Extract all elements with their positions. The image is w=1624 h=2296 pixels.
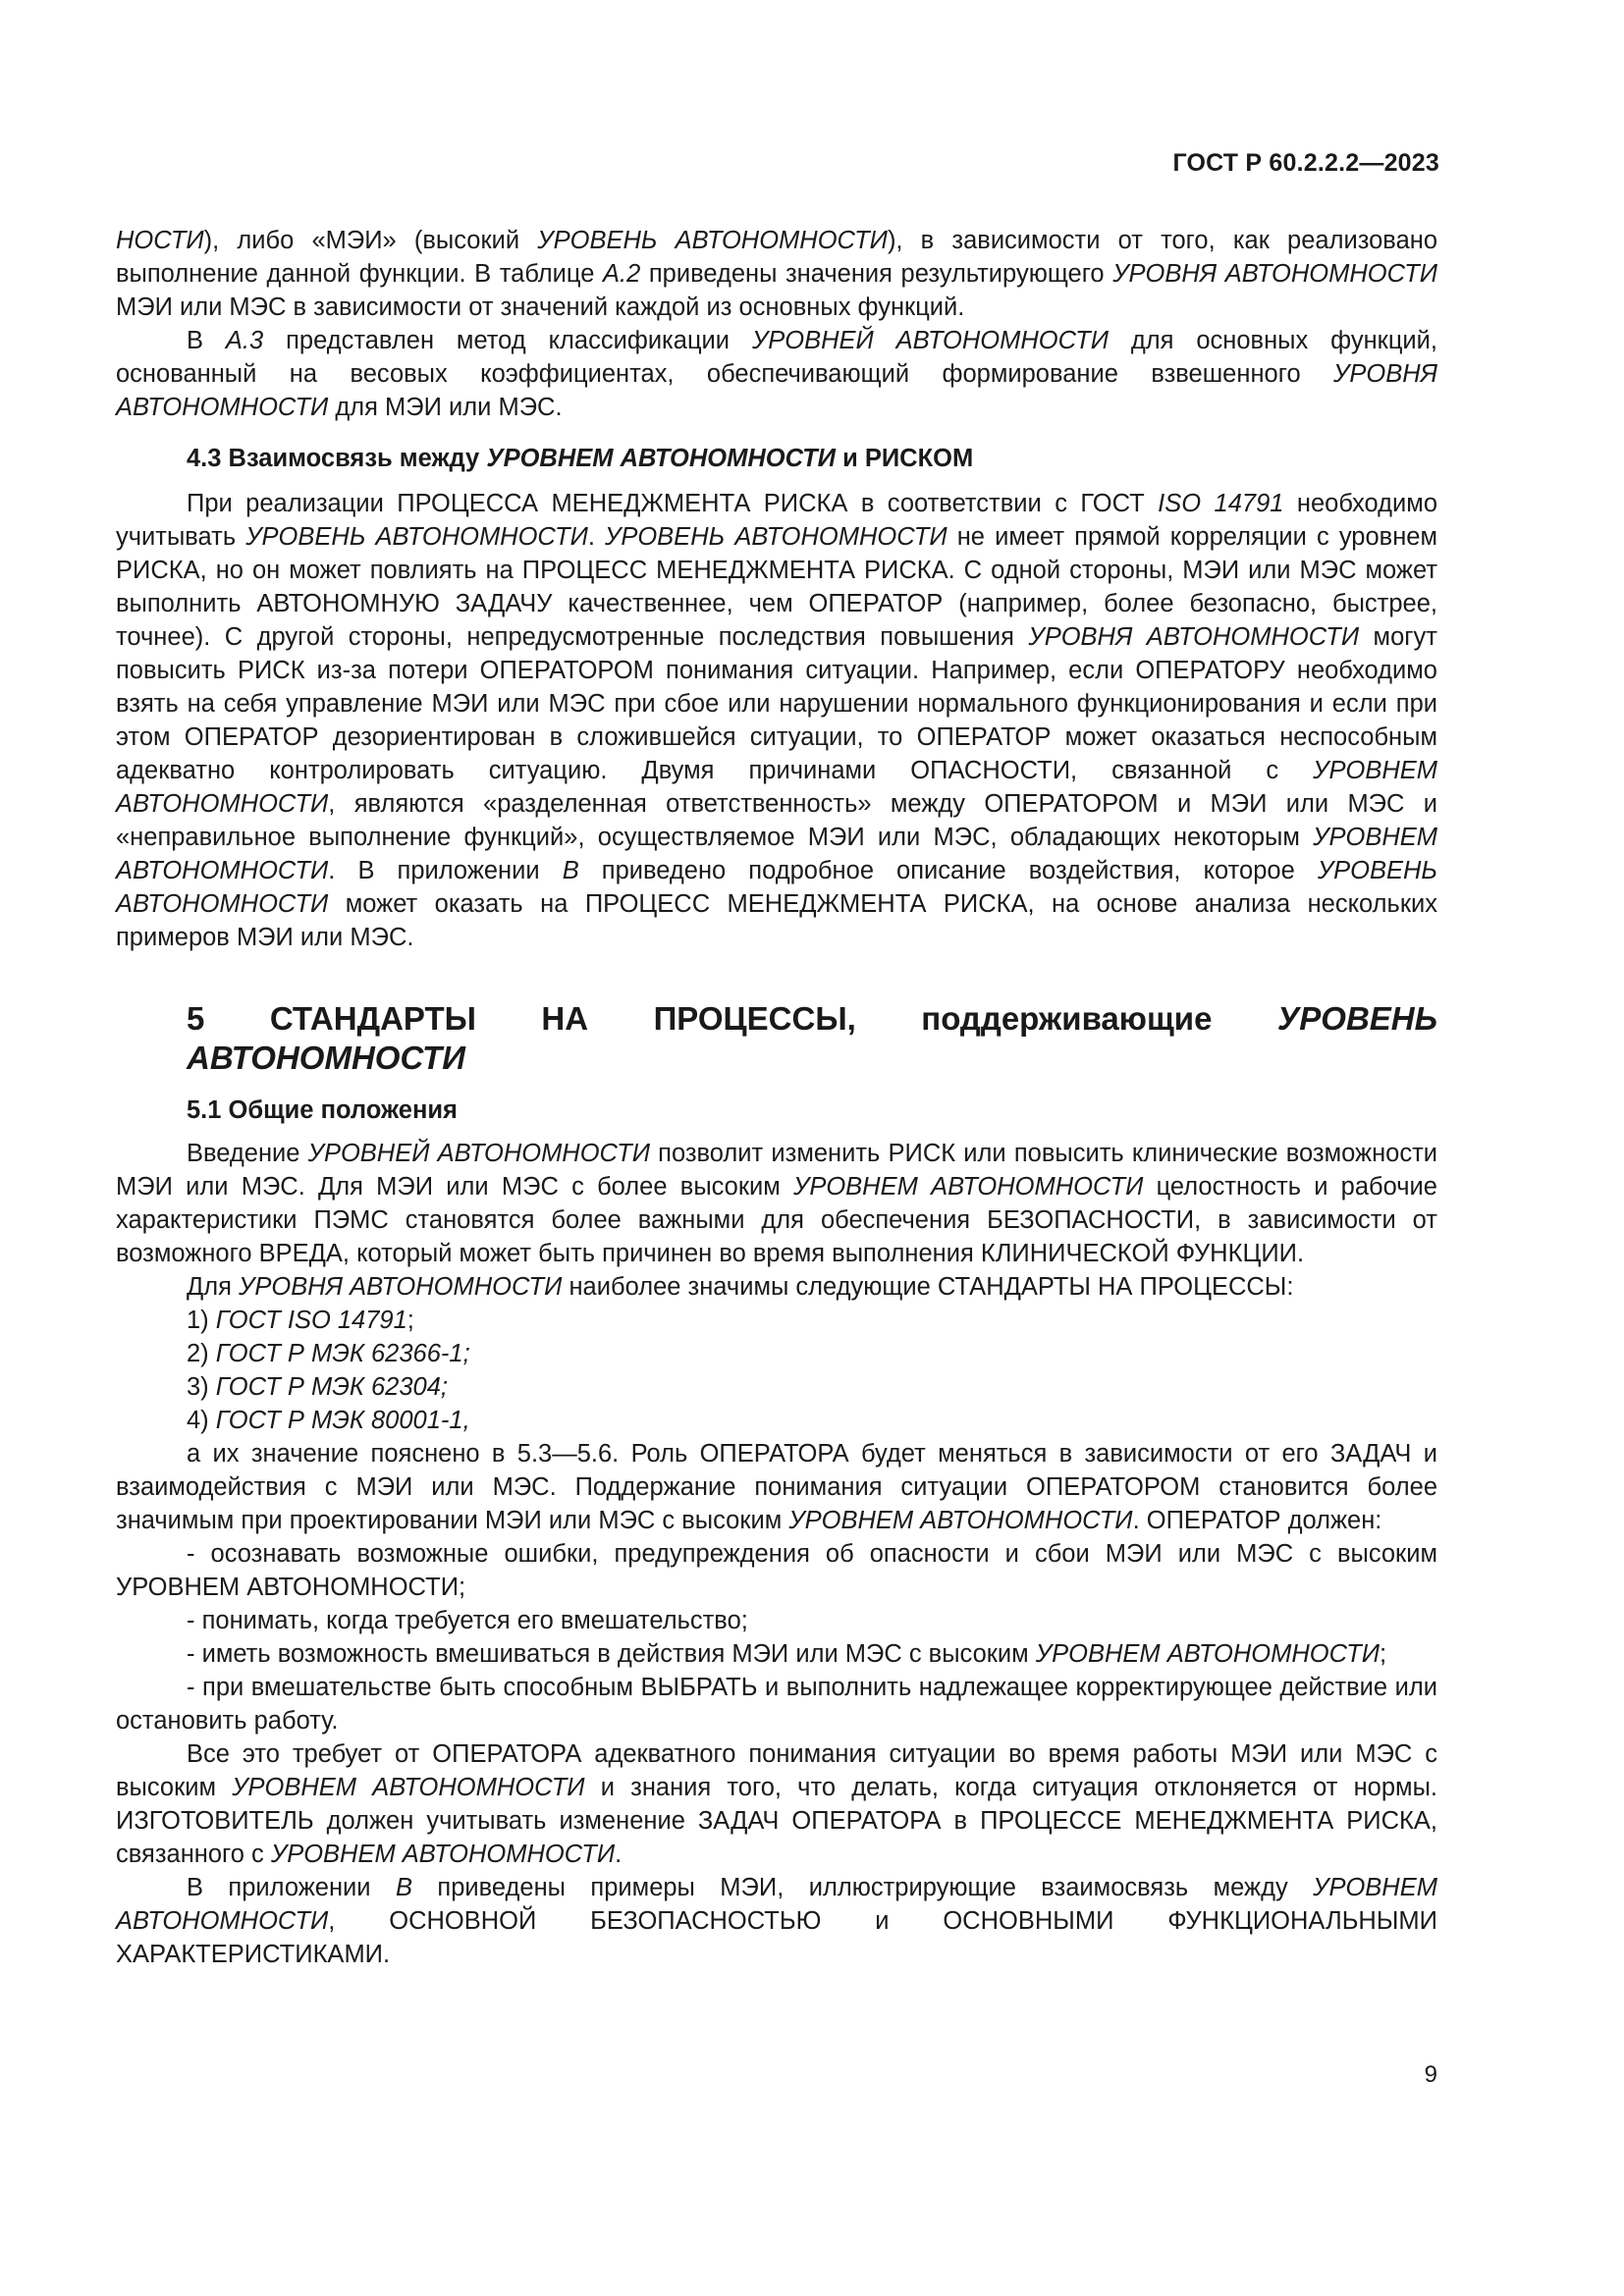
dash-item: - осознавать возможные ошибки, предупреждения об опасности и сбои МЭИ или МЭС с высоким УРОВНЕМ АВТОНОМНОСТИ;	[116, 1540, 1437, 1601]
page-number: 9	[1424, 2061, 1437, 2088]
paragraph-7: Все это требует от ОПЕРАТОРА адекватного понимания ситуации во время работы МЭИ или МЭС с высоким УРОВНЕМ АВТОНОМНОСТИ и знания того, что делать, когда ситуация отклоняется от нормы. ИЗГОТОВИТЕЛЬ должен учитывать изменение ЗАДАЧ ОПЕРАТОРА в ПРОЦЕССЕ МЕНЕДЖМЕНТА РИСКА, связанного с УРОВНЕМ АВТОНОМНОСТИ.	[116, 1740, 1437, 1868]
paragraph-2: В А.3 представлен метод классификации УРОВНЕЙ АВТОНОМНОСТИ для основных функций, основанный на весовых коэффициентах, обеспечивающий формирование взвешенного УРОВНЯ АВТОНОМНОСТИ для МЭИ или МЭС.	[116, 327, 1438, 421]
list-item: 1) ГОСТ ISO 14791;	[187, 1307, 414, 1334]
paragraph-1: НОСТИ), либо «МЭИ» (высокий УРОВЕНЬ АВТОНОМНОСТИ), в зависимости от того, как реализовано выполнение данной функции. В таблице А.2 приведены значения результирующего УРОВНЯ АВТОНОМНОСТИ МЭИ или МЭС в зависимости от значений каждой из основных функций.	[116, 227, 1438, 321]
section-heading-5-1: 5.1 Общие положения	[187, 1096, 458, 1124]
paragraph-4: Введение УРОВНЕЙ АВТОНОМНОСТИ позволит изменить РИСК или повысить клинические возможности МЭИ или МЭС. Для МЭИ или МЭС с более высоким УРОВНЕМ АВТОНОМНОСТИ целостность и рабочие характеристики ПЭМС становятся более важными для обеспечения БЕЗОПАСНОСТИ, в зависимости от возможного ВРЕДА, который может быть причинен во время выполнения КЛИНИЧЕСКОЙ ФУНКЦИИ.	[116, 1140, 1438, 1267]
paragraph-3: При реализации ПРОЦЕССА МЕНЕДЖМЕНТА РИСКА в соответствии с ГОСТ ISO 14791 необходимо учитывать УРОВЕНЬ АВТОНОМНОСТИ. УРОВЕНЬ АВТОНОМНОСТИ не имеет прямой корреляции с уровнем РИСКА, но он может повлиять на ПРОЦЕСС МЕНЕДЖМЕНТА РИСКА. С одной стороны, МЭИ или МЭС может выполнить АВТОНОМНУЮ ЗАДАЧУ качественнее, чем ОПЕРАТОР (например, более безопасно, быстрее, точнее). С другой стороны, непредусмотренные последствия повышения УРОВНЯ АВТОНОМНОСТИ могут повысить РИСК из-за потери ОПЕРАТОРОМ понимания ситуации. Например, если ОПЕРАТОРУ необходимо взять на себя управление МЭИ или МЭС при сбое или нарушении нормального функционирования и если при этом ОПЕРАТОР дезориентирован в сложившейся ситуации, то ОПЕРАТОР может оказаться неспособным адекватно контролировать ситуацию. Двумя причинами ОПАСНОСТИ, связанной с УРОВНЕМ АВТОНОМНОСТИ, являются «разделенная ответственность» между ОПЕРАТОРОМ и МЭИ или МЭС и «неправильное выполнение функций», осуществляемое МЭИ или МЭС, обладающих некоторым УРОВНЕМ АВТОНОМНОСТИ. В приложении В приведено подробное описание воздействия, которое УРОВЕНЬ АВТОНОМНОСТИ может оказать на ПРОЦЕСС МЕНЕДЖМЕНТА РИСКА, на основе анализа нескольких примеров МЭИ или МЭС.	[116, 490, 1438, 951]
dash-item: - иметь возможность вмешиваться в действия МЭИ или МЭС с высоким УРОВНЕМ АВТОНОМНОСТИ;	[187, 1640, 1387, 1668]
paragraph-5: Для УРОВНЯ АВТОНОМНОСТИ наиболее значимы следующие СТАНДАРТЫ НА ПРОЦЕССЫ:	[187, 1273, 1294, 1301]
document-header: ГОСТ Р 60.2.2.2—2023	[1172, 149, 1439, 177]
list-item: 4) ГОСТ Р МЭК 80001-1,	[187, 1407, 470, 1434]
dash-item: - понимать, когда требуется его вмешательство;	[187, 1607, 748, 1634]
paragraph-6: а их значение пояснено в 5.3—5.6. Роль ОПЕРАТОРА будет меняться в зависимости от его ЗАДАЧ и взаимодействия с МЭИ или МЭС. Поддержание понимания ситуации ОПЕРАТОРОМ становится более значимым при проектировании МЭИ или МЭС с высоким УРОВНЕМ АВТОНОМНОСТИ. ОПЕРАТОР должен:	[116, 1440, 1437, 1534]
list-item: 3) ГОСТ Р МЭК 62304;	[187, 1373, 448, 1401]
page-content	[116, 224, 1437, 1971]
section-heading-4-3: 4.3 Взаимосвязь между УРОВНЕМ АВТОНОМНОСТИ и РИСКОМ	[187, 445, 974, 472]
paragraph-8: В приложении В приведены примеры МЭИ, иллюстрирующие взаимосвязь между УРОВНЕМ АВТОНОМНОСТИ, ОСНОВНОЙ БЕЗОПАСНОСТЬЮ и ОСНОВНЫМИ ФУНКЦИОНАЛЬНЫМИ ХАРАКТЕРИСТИКАМИ.	[116, 1874, 1437, 1968]
dash-item: - при вмешательстве быть способным ВЫБРАТЬ и выполнить надлежащее корректирующее действие или остановить работу.	[116, 1674, 1437, 1735]
list-item: 2) ГОСТ Р МЭК 62366-1;	[187, 1340, 470, 1367]
section-heading-5: 5 СТАНДАРТЫ НА ПРОЦЕССЫ, поддерживающие УРОВЕНЬ АВТОНОМНОСТИ	[187, 1000, 1437, 1076]
